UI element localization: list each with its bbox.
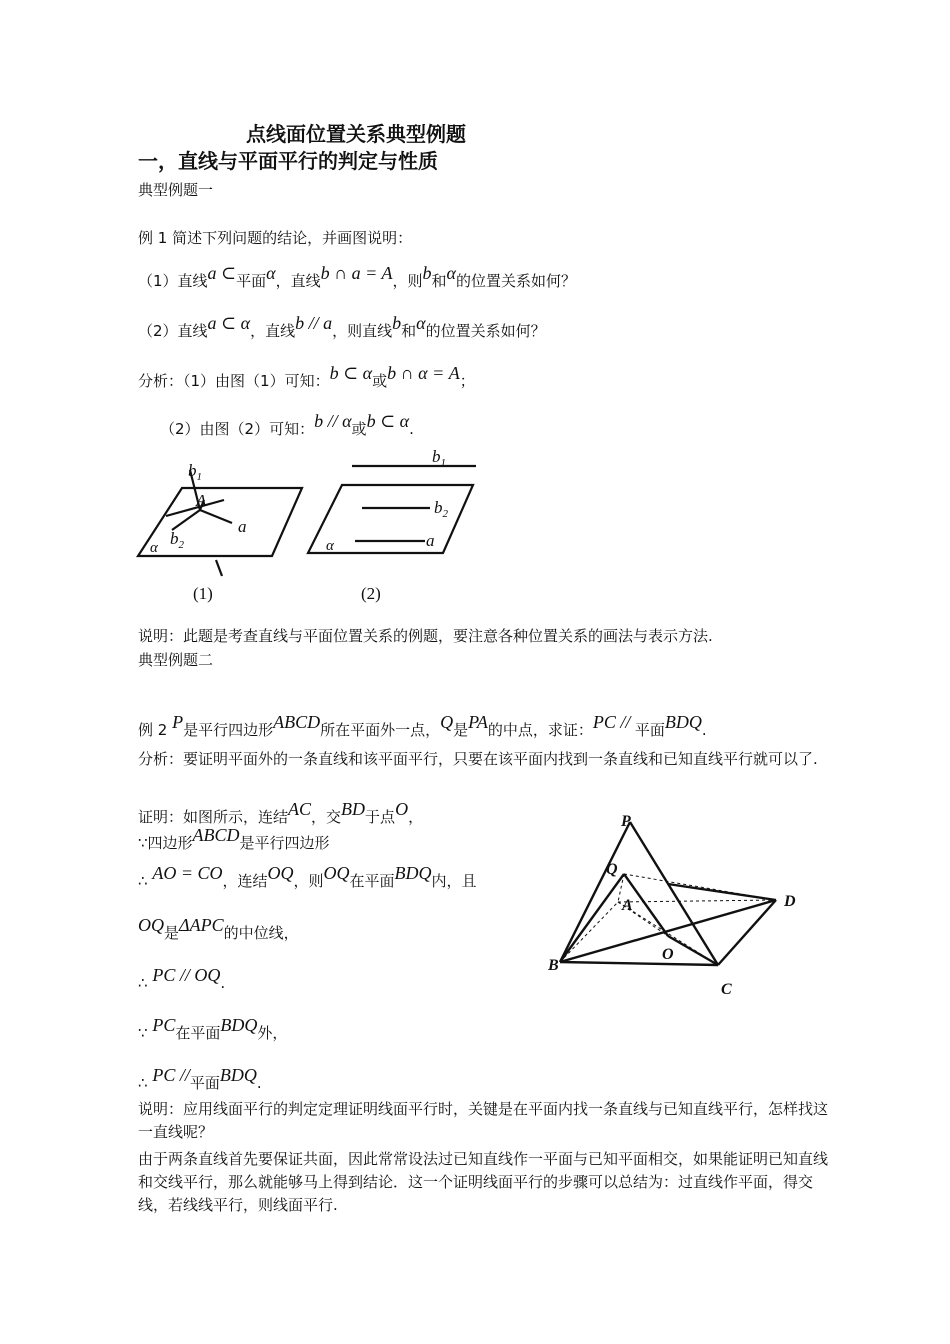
math: PC //: [152, 1065, 190, 1085]
text: 平面: [189, 1074, 220, 1092]
label-D: D: [784, 893, 796, 910]
note-2-para-1: 说明：应用线面平行的判定定理证明线面平行时，关键是在平面内找一条直线与已知直线平行，怎样找这一直线呢？: [138, 1100, 829, 1141]
text: 的位置关系如何？: [425, 322, 546, 340]
text: .: [256, 1074, 262, 1092]
label-b2-fig2: $b_2$: [434, 498, 448, 520]
math: b // α: [314, 411, 352, 431]
ex1-question-1: [138, 263, 576, 291]
label-b1: $b_1$: [188, 461, 202, 483]
math: AC: [288, 799, 312, 819]
text: 于点: [365, 808, 396, 826]
edge-BC: [560, 962, 718, 965]
math: PA: [468, 712, 488, 732]
math: ΔAPC: [179, 915, 224, 935]
text: 的中位线，: [223, 924, 299, 942]
text: ，: [408, 808, 424, 826]
proof-line-4: [138, 915, 299, 943]
text: （1）直线: [138, 272, 208, 290]
label-O: O: [662, 946, 674, 963]
edge-QB: [560, 874, 624, 962]
label-a-fig2: a: [426, 531, 435, 550]
text: 或: [351, 420, 367, 438]
caption-2: (2): [361, 584, 381, 603]
text: ；: [459, 372, 475, 390]
math: a ⊂ α: [207, 313, 251, 333]
label-Q: Q: [606, 861, 618, 878]
label-b1-fig2: $b_1$: [432, 448, 446, 469]
proof-line-6: [138, 1015, 288, 1043]
math: BDQ: [664, 712, 702, 732]
math: α: [416, 313, 426, 333]
edge-PB: [560, 822, 630, 962]
text: 是平行四边形: [239, 834, 330, 852]
math: PC: [152, 1015, 176, 1035]
text: ，交: [311, 808, 342, 826]
proof-line-7: [138, 1065, 262, 1093]
label-A: A: [196, 491, 207, 510]
math: PC // OQ: [152, 965, 221, 985]
math: OQ: [267, 863, 294, 883]
ex2-statement: [138, 712, 707, 740]
math: b ⊂ α: [329, 363, 373, 383]
ex1-question-2: [138, 313, 546, 341]
text: 所在平面外一点，: [320, 721, 441, 739]
text: ∴: [138, 1074, 148, 1092]
math: b: [392, 313, 402, 333]
edge-CD: [718, 900, 776, 965]
text: 在平面: [349, 872, 395, 890]
text: （2）直线: [138, 322, 208, 340]
text: ∴: [138, 872, 148, 890]
text: 和: [401, 322, 417, 340]
text: 是: [453, 721, 469, 739]
math: a ⊂: [207, 263, 237, 283]
proof-line-5: [138, 965, 226, 993]
figure-2: [548, 810, 808, 1000]
math: b ⊂ α: [366, 411, 410, 431]
edge-OC: [668, 936, 718, 965]
math: Q: [440, 712, 454, 732]
text: 内，且: [431, 872, 477, 890]
caption-1: (1): [193, 584, 213, 603]
math: ABCD: [192, 825, 240, 845]
text: 外，: [257, 1024, 288, 1042]
math: O: [395, 799, 409, 819]
proof-line-3: [138, 863, 477, 891]
ex1-analysis-2: [160, 411, 414, 439]
math: BDQ: [394, 863, 432, 883]
text: ∵四边形: [138, 834, 193, 852]
analysis-2: 分析：要证明平面外的一条直线和该平面平行，只要在该平面内找到一条直线和已知直线平行就可以了.: [138, 750, 818, 768]
text: 在平面: [175, 1024, 221, 1042]
figure-1: [130, 448, 490, 608]
text: 平面: [236, 272, 267, 290]
math: ABCD: [273, 712, 321, 732]
text: .: [409, 420, 414, 438]
math: b: [422, 263, 432, 283]
label-a: a: [238, 517, 247, 536]
text: 是平行四边形: [183, 721, 274, 739]
math: BDQ: [220, 1015, 258, 1035]
text: ，直线: [275, 272, 321, 290]
math: BDQ: [219, 1065, 257, 1085]
proof-line-1: [138, 799, 424, 827]
label-A: A: [622, 897, 633, 914]
edge-PC: [630, 822, 718, 965]
text: 例 2: [138, 721, 168, 739]
math: α: [446, 263, 456, 283]
label-B: B: [548, 957, 559, 974]
text: 的位置关系如何？: [455, 272, 576, 290]
label-alpha-1: α: [150, 540, 158, 556]
label-alpha-2: α: [326, 538, 334, 554]
label-C: C: [721, 981, 732, 998]
text: ，则: [392, 272, 423, 290]
math: b ∩ a = A: [320, 263, 393, 283]
text: .: [701, 721, 707, 739]
text: ∴: [138, 974, 148, 992]
math: α: [266, 263, 276, 283]
text: ，连结: [222, 872, 268, 890]
math: PC //: [592, 712, 635, 732]
math: OQ: [138, 915, 164, 935]
math: BD: [341, 799, 366, 819]
math: b ∩ α = A: [387, 363, 460, 383]
text: .: [220, 974, 226, 992]
edge-QD: [668, 884, 776, 900]
text: ∵: [138, 1024, 148, 1042]
line-a-ext: [200, 510, 232, 523]
text: ，直线: [250, 322, 296, 340]
math: OQ: [323, 863, 350, 883]
text: 和: [431, 272, 447, 290]
example-label-2: 典型例题二: [138, 651, 214, 669]
page-title: 点线面位置关系典型例题: [246, 122, 466, 146]
math: AO = CO: [152, 863, 223, 883]
ex1-analysis-1: [138, 363, 475, 391]
text: ，则: [293, 872, 324, 890]
note-1: 说明：此题是考查直线与平面位置关系的例题，要注意各种位置关系的画法与表示方法.: [138, 627, 713, 645]
text: 是: [164, 924, 180, 942]
text: 或: [372, 372, 388, 390]
text: ，则直线: [332, 322, 393, 340]
example-label-1: 典型例题一: [138, 181, 214, 199]
text: （2）由图（2）可知：: [160, 420, 315, 438]
plane-alpha-1: [138, 488, 302, 556]
math: b // a: [295, 313, 333, 333]
label-P: P: [621, 813, 631, 830]
text: 分析：（1）由图（1）可知：: [138, 372, 330, 390]
math: P: [172, 712, 184, 732]
text: 证明：如图所示，连结: [138, 808, 289, 826]
label-b2: $b_2$: [170, 529, 184, 551]
line-b1-below: [216, 560, 222, 576]
note-2-para-2: 由于两条直线首先要保证共面，因此常常设法过已知直线作一平面与已知平面相交，如果能证明已知直线和交线平行，那么就能够马上得到结论．这一个证明线面平行的步骤可以总结为：过直线作平面，得交线，若线线平行，则线面平行.: [138, 1150, 829, 1214]
text: 平面: [634, 721, 665, 739]
ex1-intro: 例 1 简述下列问题的结论，并画图说明：: [138, 229, 413, 247]
section-heading: 一，直线与平面平行的判定与性质: [138, 149, 438, 173]
proof-line-2: [138, 825, 330, 853]
text: 的中点，求证：: [487, 721, 593, 739]
